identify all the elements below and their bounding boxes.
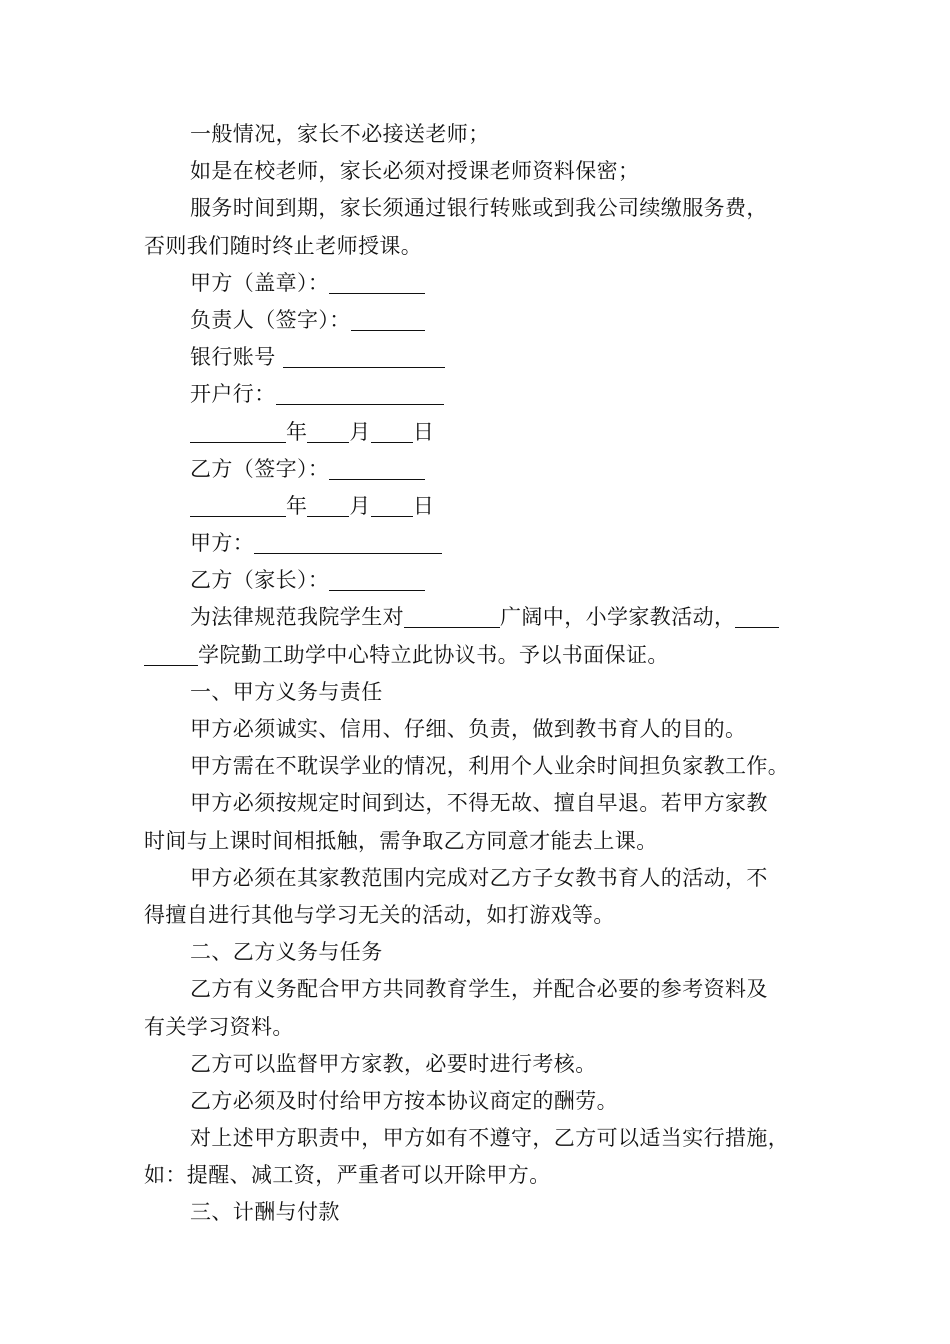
month-label: 月 [349,419,371,444]
responsible-person-line [144,302,814,339]
responsible-person-blank[interactable] [351,306,425,331]
party-b-parent-blank[interactable] [329,566,425,591]
paragraph-line [144,860,814,897]
party-a-label: 甲方： [190,531,255,556]
section-heading [144,674,814,711]
heading-text: 一、甲方义务与责任 [190,679,383,704]
paragraph-line [144,116,814,153]
month-blank[interactable] [307,492,349,517]
text: 甲方需在不耽误学业的情况，利用个人业余时间担负家教工作。 [190,754,790,779]
responsible-person-label: 负责人（签字）： [190,307,351,332]
text: 乙方必须及时付给甲方按本协议商定的酬劳。 [190,1088,618,1113]
party-a-seal-blank[interactable] [329,269,425,294]
section-heading [144,934,814,971]
party-a-blank[interactable] [254,529,442,554]
college-blank-a[interactable] [735,603,779,628]
party-a-seal-label: 甲方（盖章）： [190,270,330,295]
date-line-b [144,488,814,525]
text: 甲方必须按规定时间到达，不得无故、擅自早退。若甲方家教 [190,791,768,816]
text: 有关学习资料。 [144,1014,294,1039]
text: 如：提醒、减工资，严重者可以开除甲方。 [144,1163,551,1188]
text: 得擅自进行其他与学习无关的活动，如打游戏等。 [144,902,615,927]
paragraph-line [144,1046,814,1083]
paragraph-line [144,1120,814,1157]
paragraph-line [144,971,814,1008]
bank-account-label: 银行账号 [190,345,276,370]
paragraph-line [144,190,814,227]
text: 时间与上课时间相抵触，需争取乙方同意才能去上课。 [144,828,658,853]
day-blank[interactable] [371,492,413,517]
party-b-parent-line [144,562,814,599]
month-blank[interactable] [307,418,349,443]
heading-text: 三、计酬与付款 [190,1200,340,1225]
party-a-line [144,525,814,562]
paragraph-line [144,748,814,785]
paragraph-line [144,785,814,822]
paragraph-line [144,711,814,748]
text: 甲方必须诚实、信用、仔细、负责，做到教书育人的目的。 [190,717,747,741]
text: 对上述甲方职责中，甲方如有不遵守，乙方可以适当实行措施， [190,1126,790,1151]
text: 乙方可以监督甲方家教，必要时进行考核。 [190,1051,597,1076]
paragraph-line [144,599,814,636]
paragraph-line [144,153,814,190]
student-blank[interactable] [404,603,500,628]
paragraph-line [144,823,814,860]
text: 如是在校老师，家长必须对授课老师资料保密； [190,159,640,184]
year-label: 年 [286,419,308,444]
paragraph-line [144,1009,814,1046]
college-blank-b[interactable] [144,641,198,666]
text: 为法律规范我院学生对 [190,605,404,630]
paragraph-line [144,897,814,934]
document-body [144,116,814,1232]
party-a-seal-line [144,265,814,302]
heading-text: 二、乙方义务与任务 [190,940,383,965]
text: 服务时间到期，家长须通过银行转账或到我公司续缴服务费， [190,196,768,221]
text: 否则我们随时终止老师授课。 [144,233,423,258]
party-b-sign-label: 乙方（签字）： [190,456,330,481]
paragraph-line [144,1083,814,1120]
bank-branch-line [144,376,814,413]
year-label: 年 [286,493,308,518]
day-label: 日 [412,493,435,518]
month-label: 月 [349,493,371,518]
text: 学院勤工助学中心特立此协议书。予以书面保证。 [198,642,669,667]
day-label: 日 [412,419,435,444]
year-blank[interactable] [190,492,286,517]
year-blank[interactable] [190,418,286,443]
bank-branch-label: 开户行： [190,382,276,407]
section-heading [144,1194,814,1231]
text: 乙方有义务配合甲方共同教育学生，并配合必要的参考资料及 [190,977,768,1002]
date-line-a [144,414,814,451]
party-b-parent-label: 乙方（家长）： [190,568,330,593]
party-b-sign-blank[interactable] [329,455,425,480]
bank-account-blank[interactable] [283,343,445,368]
bank-branch-blank[interactable] [276,380,444,405]
day-blank[interactable] [371,418,413,443]
text: 一般情况，家长不必接送老师； [190,122,490,146]
paragraph-line [144,1157,814,1194]
bank-account-line [144,339,814,376]
text: 广阔中，小学家教活动， [500,605,736,630]
paragraph-line [144,637,814,674]
text: 甲方必须在其家教范围内完成对乙方子女教书育人的活动，不 [190,865,768,890]
party-b-sign-line [144,451,814,488]
paragraph-line [144,228,814,265]
